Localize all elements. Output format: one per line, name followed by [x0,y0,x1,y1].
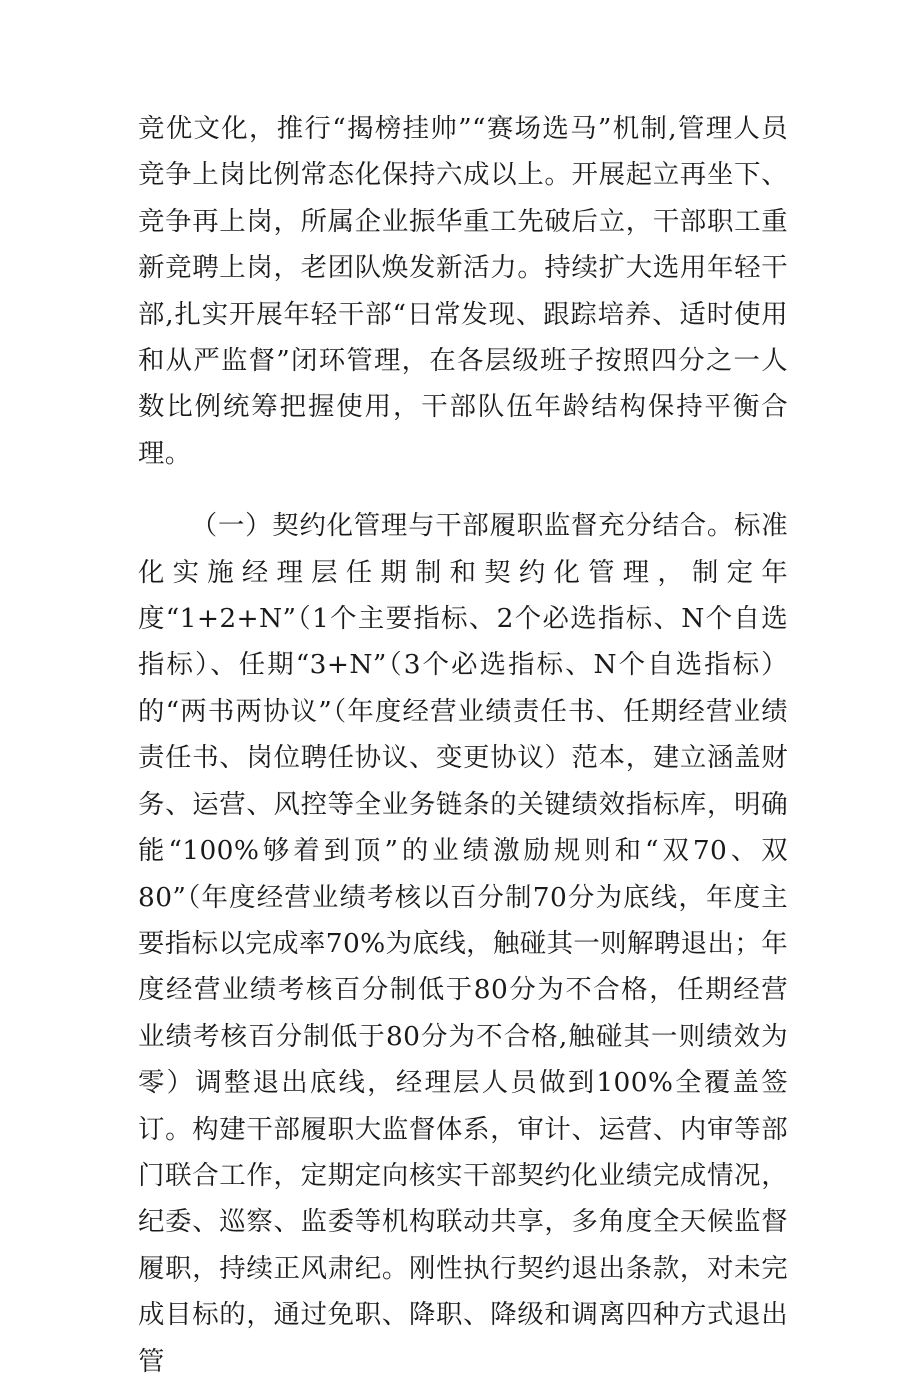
paragraph-continuation: 竞优文化，推行“揭榜挂帅”“赛场选马”机制,管理人员竞争上岗比例常态化保持六成以上。开展起立再坐下、竞争再上岗，所属企业振华重工先破后立，干部职工重新竞聘上岗，老团队焕发新活力。持续扩大选用年轻干部,扎实开展年轻干部“日常发现、跟踪培养、适时使用和从严监督”闭环管理，在各层级班子按照四分之一人数比例统筹把握使用，干部队伍年龄结构保持平衡合理。 [138,113,788,469]
document-body [138,106,788,1385]
paragraph-contract-management: （一）契约化管理与干部履职监督充分结合。标准化实施经理层任期制和契约化管理，制定年度“1+2+N”（1个主要指标、2个必选指标、N个自选指标）、任期“3+N”（3个必选指标、N个自选指标）的“两书两协议”（年度经营业绩责任书、任期经营业绩责任书、岗位聘任协议、变更协议）范本，建立涵盖财务、运营、风控等全业务链条的关键绩效指标库，明确能“100%够着到顶”的业绩激励规则和“双70、双80”（年度经营业绩考核以百分制70分为底线，年度主要指标以完成率70%为底线，触碰其一则解聘退出；年度经营业绩考核百分制低于80分为不合格，任期经营业绩考核百分制低于80分为不合格,触碰其一则绩效为零）调整退出底线，经理层人员做到100%全覆盖签订。构建干部履职大监督体系，审计、运营、内审等部门联合工作，定期定向核实干部契约化业绩完成情况，纪委、巡察、监委等机构联动共享，多角度全天候监督履职，持续正风肃纪。刚性执行契约退出条款，对未完成目标的，通过免职、降职、降级和调离四种方式退出管 [138,510,788,1377]
